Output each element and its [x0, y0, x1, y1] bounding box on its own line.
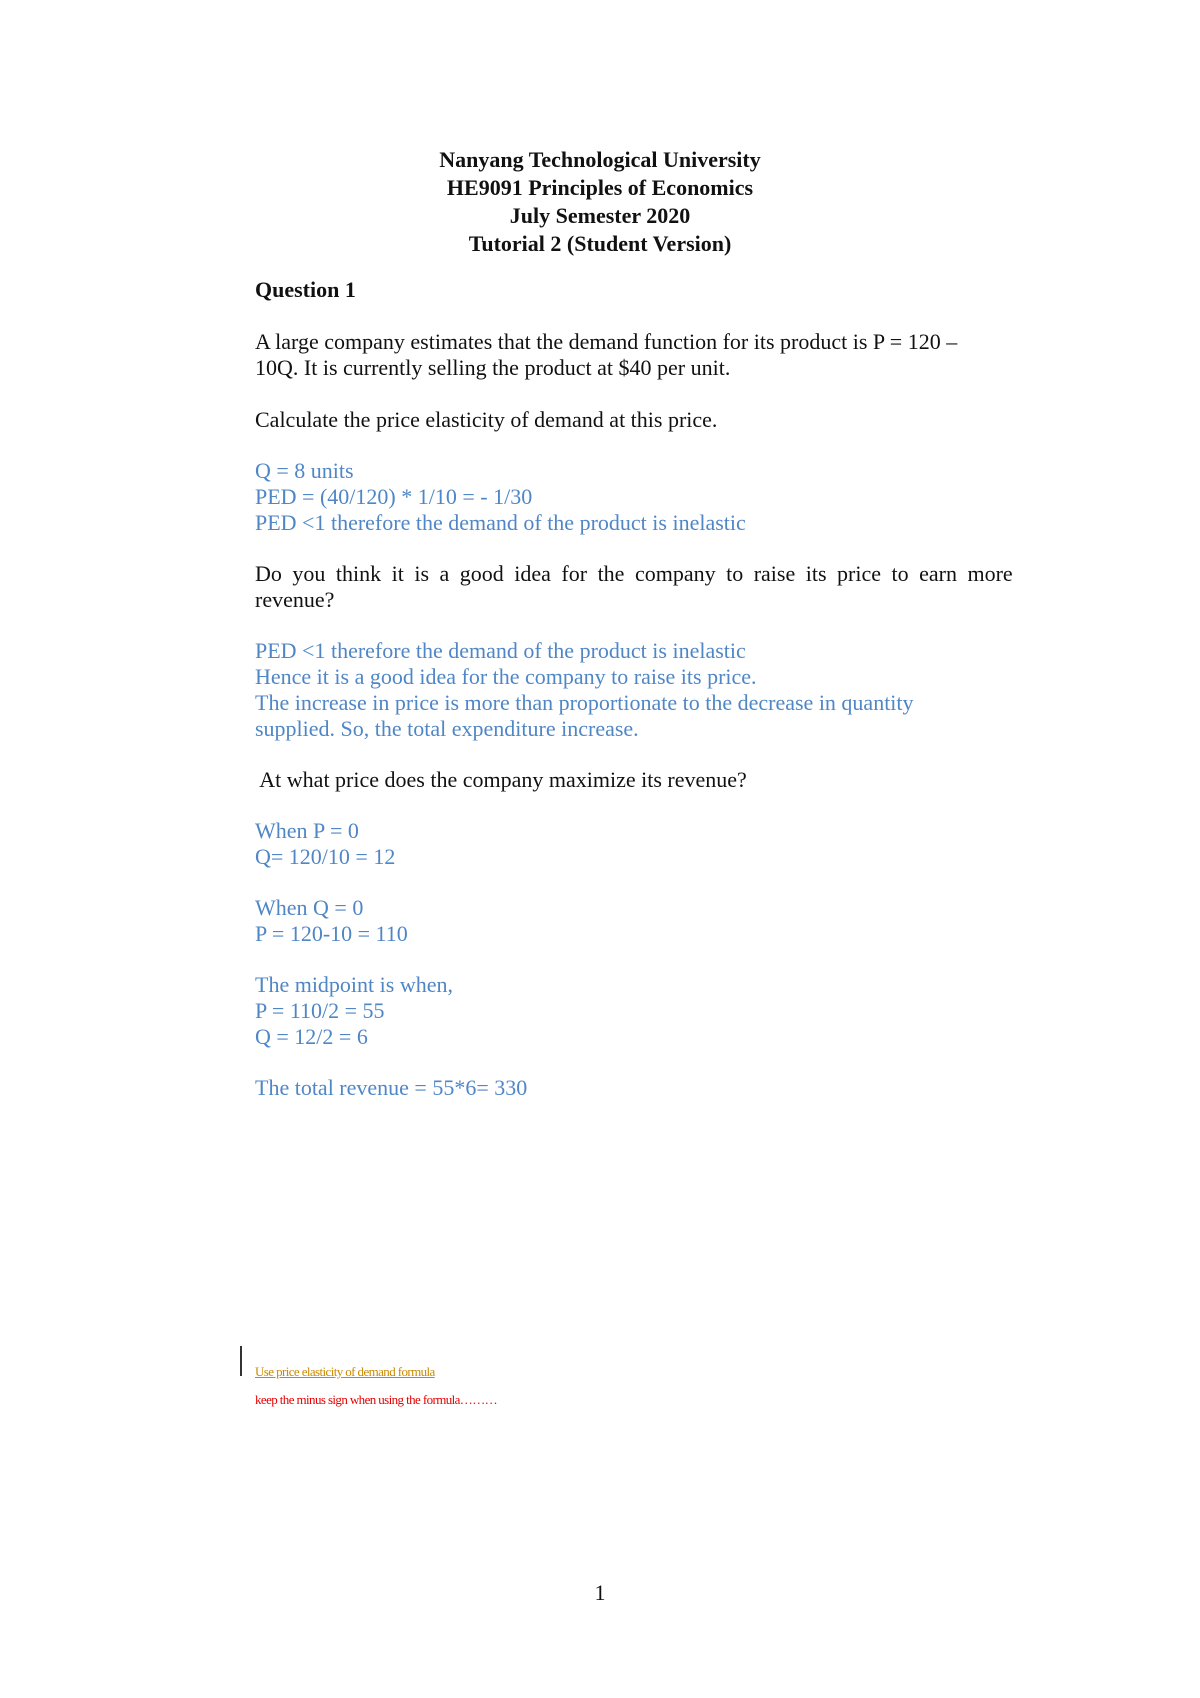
course-title: HE9091 Principles of Economics — [446, 175, 754, 200]
question-c: At what price does the company maximize its revenue? — [255, 767, 747, 792]
intro-line-1: A large company estimates that the demand function for its product is P = 120 – — [255, 329, 958, 354]
answer-c-line-5: The midpoint is when, — [255, 972, 453, 997]
answer-b-line-4: supplied. So, the total expenditure increase. — [255, 716, 639, 741]
question-b-line-2: revenue? — [255, 587, 335, 612]
answer-c-line-2: Q= 120/10 = 12 — [255, 844, 396, 869]
comment-red: keep the minus sign when using the formula……… — [255, 1392, 497, 1407]
answer-c-line-3: When Q = 0 — [255, 895, 364, 920]
university-name: Nanyang Technological University — [439, 147, 761, 172]
comment-orange[interactable]: Use price elasticity of demand formula — [255, 1364, 435, 1379]
answer-c-line-4: P = 120-10 = 110 — [255, 921, 408, 946]
answer-b-line-1: PED <1 therefore the demand of the product is inelastic — [255, 638, 746, 663]
question-heading: Question 1 — [255, 277, 356, 302]
page-number: 1 — [594, 1580, 606, 1605]
semester: July Semester 2020 — [509, 203, 691, 228]
answer-a-line-3: PED <1 therefore the demand of the product is inelastic — [255, 510, 746, 535]
question-b-line-1: Do you think it is a good idea for the company to raise its price to earn more — [255, 561, 1013, 586]
answer-b-line-2: Hence it is a good idea for the company to raise its price. — [255, 664, 757, 689]
answer-c-line-1: When P = 0 — [255, 818, 359, 843]
text-cursor — [240, 1346, 242, 1376]
answer-c-line-6: P = 110/2 = 55 — [255, 998, 385, 1023]
question-a: Calculate the price elasticity of demand at this price. — [255, 407, 718, 432]
answer-b-line-3: The increase in price is more than proportionate to the decrease in quantity — [255, 690, 914, 715]
answer-a-line-1: Q = 8 units — [255, 458, 354, 483]
intro-line-2: 10Q. It is currently selling the product at $40 per unit. — [255, 355, 731, 380]
answer-c-line-7: Q = 12/2 = 6 — [255, 1024, 368, 1049]
answer-c-line-8: The total revenue = 55*6= 330 — [255, 1075, 528, 1100]
document-header — [0, 146, 1200, 258]
tutorial-title: Tutorial 2 (Student Version) — [468, 231, 732, 256]
answer-a-line-2: PED = (40/120) * 1/10 = - 1/30 — [255, 484, 533, 509]
